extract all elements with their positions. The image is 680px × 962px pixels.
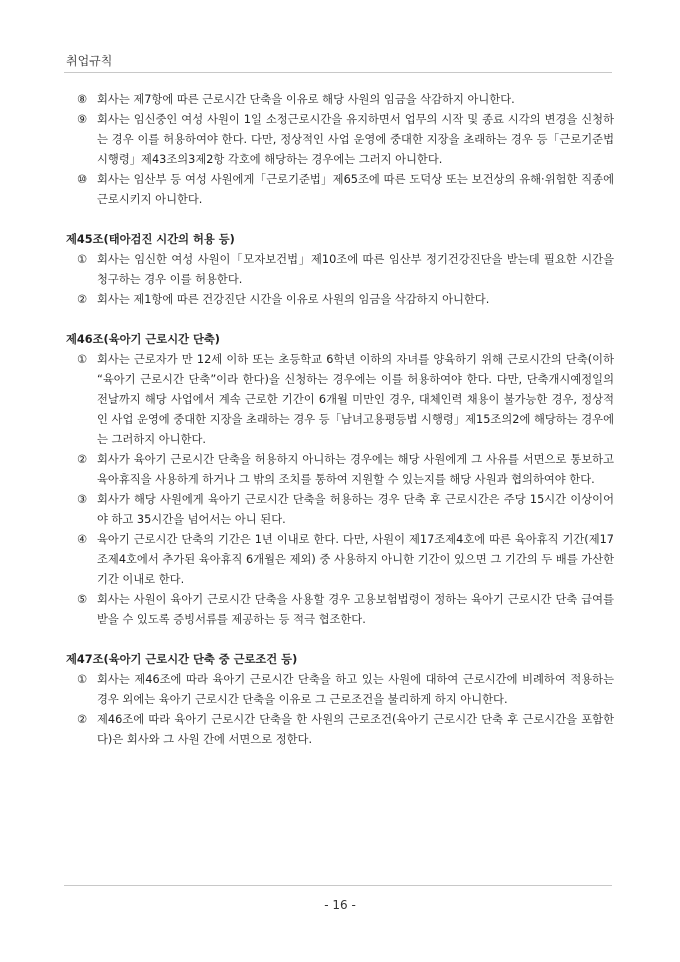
page-number: - 16 - (324, 898, 356, 912)
item-number: ② (77, 453, 88, 466)
item-text: 회사는 제46조에 따라 육아기 근로시간 단축을 하고 있는 사원에 대하여 근로시간에 비례하여 적용하는 경우 외에는 육아기 근로시간 단축을 이유로 그 근로조건을 불리하게 하지 아니한다. (97, 673, 614, 706)
article-45 (66, 230, 614, 310)
document-header: 취업규칙 (66, 54, 113, 68)
item-text: 회사는 임산부 등 여성 사원에게「근로기준법」제65조에 따른 도덕상 또는 보건상의 유해·위험한 직종에 근로시키지 아니한다. (97, 173, 614, 206)
list-item (66, 490, 614, 530)
list-item (66, 530, 614, 590)
item-number: ④ (77, 533, 88, 546)
section-spacer (66, 630, 614, 650)
item-number: ② (77, 713, 88, 726)
item-number: ① (77, 353, 88, 366)
article-title: 제45조(태아검진 시간의 허용 등) (66, 233, 235, 246)
list-item (66, 170, 614, 210)
item-text: 회사는 임신중인 여성 사원이 1일 소정근로시간을 유지하면서 업무의 시작 및 종료 시각의 변경을 신청하는 경우 이를 허용하여야 한다. 다만, 정상적인 사업 운영에 중대한 지장을 초래하는 경우 등「근로기준법 시행령」제43조의3제2항 각호에 해당하는 경우에는 그러지 아니한다. (97, 113, 614, 166)
item-number: ⑤ (77, 593, 88, 606)
article-47 (66, 650, 614, 750)
item-text: 회사가 해당 사원에게 육아기 근로시간 단축을 허용하는 경우 단축 후 근로시간은 주당 15시간 이상이어야 하고 35시간을 넘어서는 아니 된다. (97, 493, 614, 526)
header-divider (64, 72, 612, 73)
list-item (66, 710, 614, 750)
section-spacer (66, 210, 614, 230)
item-text: 육아기 근로시간 단축의 기간은 1년 이내로 한다. 다만, 사원이 제17조제4호에 따른 육아휴직 기간(제17조제4호에서 추가된 육아휴직 6개월은 제외) 중 사용하지 아니한 기간이 있으면 그 기간의 두 배를 가산한 기간 이내로 한다. (97, 533, 614, 586)
article-title: 제46조(육아기 근로시간 단축) (66, 333, 220, 346)
item-number: ② (77, 293, 88, 306)
item-text: 회사는 사원이 육아기 근로시간 단축을 사용할 경우 고용보험법령이 정하는 육아기 근로시간 단축 급여를 받을 수 있도록 증빙서류를 제공하는 등 적극 협조한다. (97, 593, 614, 626)
item-number: ① (77, 673, 88, 686)
item-number: ⑨ (77, 113, 88, 126)
item-text: 회사가 육아기 근로시간 단축을 허용하지 아니하는 경우에는 해당 사원에게 그 사유를 서면으로 통보하고 육아휴직을 사용하게 하거나 그 밖의 조치를 통하여 지원할 수 있는지를 해당 사원과 협의하여야 한다. (97, 453, 614, 486)
list-item (66, 450, 614, 490)
list-item (66, 250, 614, 290)
list-item (66, 110, 614, 170)
list-item (66, 290, 614, 310)
article-46 (66, 330, 614, 630)
list-item (66, 90, 614, 110)
item-text: 회사는 임신한 여성 사원이「모자보건법」제10조에 따른 임산부 정기건강진단을 받는데 필요한 시간을 청구하는 경우 이를 허용한다. (97, 253, 614, 286)
item-text: 회사는 근로자가 만 12세 이하 또는 초등학교 6학년 이하의 자녀를 양육하기 위해 근로시간의 단축(이하 “육아기 근로시간 단축”이라 한다)을 신청하는 경우에는 이를 허용하여야 한다. 다만, 단축개시예정일의 전날까지 해당 사업에서 계속 근로한 기간이 6개월 미만인 경우, 대체인력 채용이 불가능한 경우, 정상적인 사업 운영에 중대한 지장을 초래하는 경우 등「남녀고용평등법 시행령」제15조의2에 해당하는 경우에는 그러하지 아니한다. (97, 353, 614, 446)
item-number: ① (77, 253, 88, 266)
list-item (66, 670, 614, 710)
section-continuation (66, 90, 614, 210)
document-body (66, 90, 614, 750)
footer-divider (64, 885, 612, 886)
list-item (66, 590, 614, 630)
item-number: ⑩ (77, 173, 88, 186)
section-spacer (66, 310, 614, 330)
item-text: 제46조에 따라 육아기 근로시간 단축을 한 사원의 근로조건(육아기 근로시간 단축 후 근로시간을 포함한다)은 회사와 그 사원 간에 서면으로 정한다. (97, 713, 614, 746)
item-number: ③ (77, 493, 88, 506)
article-title: 제47조(육아기 근로시간 단축 중 근로조건 등) (66, 653, 298, 666)
list-item (66, 350, 614, 450)
item-text: 회사는 제1항에 따른 건강진단 시간을 이유로 사원의 임금을 삭감하지 아니한다. (97, 293, 490, 306)
item-text: 회사는 제7항에 따른 근로시간 단축을 이유로 해당 사원의 임금을 삭감하지 아니한다. (97, 93, 515, 106)
item-number: ⑧ (77, 93, 88, 106)
